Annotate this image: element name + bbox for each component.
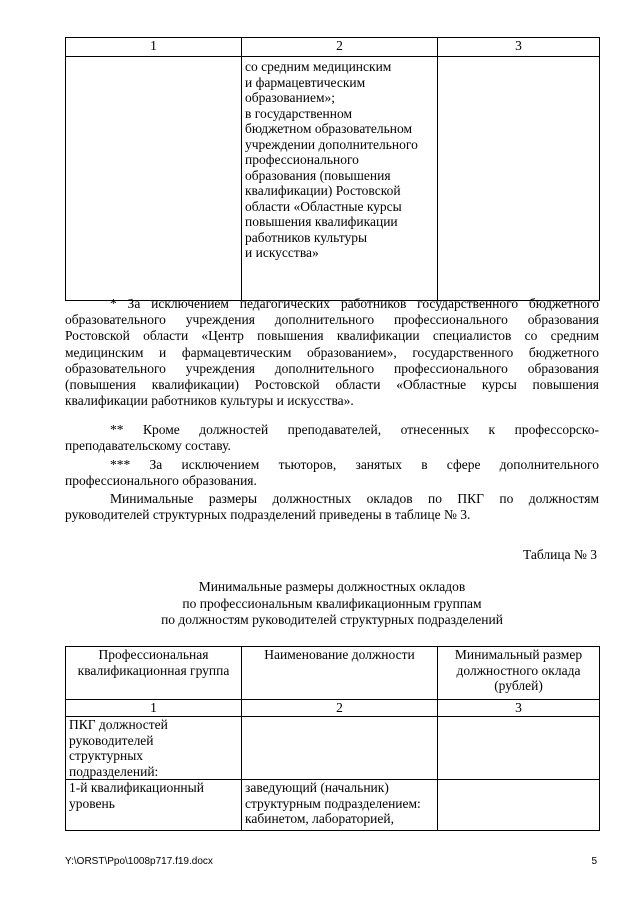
table-cell-group: 1-й квалификационный уровень (66, 780, 242, 831)
column-number-3: 3 (438, 38, 600, 57)
table-cell-position (242, 717, 438, 780)
column-number-2: 2 (242, 700, 438, 717)
table-row (66, 780, 600, 831)
continuation-table (65, 37, 600, 301)
table-caption (65, 579, 599, 629)
table-cell-group: ПКГ должностей руководителей структурных подразделений: (66, 717, 242, 780)
footnote-3: *** За исключением тьюторов, занятых в сфере дополнительного профессионального образования. (65, 457, 599, 489)
column-number-1: 1 (66, 700, 242, 717)
table-intro-paragraph: Минимальные размеры должностных окладов по ПКГ по должностям руководителей структурных подразделений приведены в таблице № 3. (65, 491, 599, 523)
column-number-1: 1 (66, 38, 242, 57)
header-qualification-group: Профессиональная квалификационная группа (66, 647, 242, 700)
column-number-2: 2 (242, 38, 438, 57)
page-number: 5 (591, 856, 597, 867)
column-numbers-row (66, 700, 600, 717)
header-row (66, 647, 600, 700)
table-cell-salary (438, 717, 600, 780)
salary-table (65, 646, 600, 831)
caption-line-2: по профессиональным квалификационным группам (182, 595, 482, 611)
header-min-salary: Минимальный размер должностного оклада (рублей) (438, 647, 600, 700)
table-row (66, 717, 600, 780)
footer-file-path: Y:\ORST\Ppo\1008p717.f19.docx (65, 856, 213, 867)
header-position-name: Наименование должности (242, 647, 438, 700)
table-cell-salary (438, 57, 600, 301)
table-cell-salary (438, 780, 600, 831)
caption-line-1: Минимальные размеры должностных окладов (198, 579, 466, 594)
table-cell-position: заведующий (начальник) структурным подразделением: кабинетом, лабораторией, (242, 780, 438, 831)
table-label: Таблица № 3 (523, 547, 597, 562)
column-numbers-row (66, 38, 600, 57)
caption-line-3: по должностям руководителей структурных подразделений (161, 612, 503, 627)
footnote-2: ** Кроме должностей преподавателей, отнесенных к профессорско-преподавательскому составу. (65, 422, 599, 454)
table-cell-group (66, 57, 242, 301)
table-cell-position: со средним медицинским и фармацевтическим образованием»; в государственном бюджетном образовательном учреждении дополнительного профессионального образования (повышения квалификации) Ростовской области «Областные курсы повышения квалификации работников культуры и искусства» (242, 57, 438, 301)
column-number-3: 3 (438, 700, 600, 717)
footnote-1: * За исключением педагогических работников государственного бюджетного образовательного учреждения дополнительного профессионального образования Ростовской области «Центр повышения квалификации специалистов со средним медицинским и фармацевтическим образованием», государственного бюджетного образовательного учреждения дополнительного профессионального образования (повышения квалификации) Ростовской области «Областные курсы повышения квалификации работников культуры и искусства». (65, 296, 599, 409)
table-row (66, 57, 600, 301)
